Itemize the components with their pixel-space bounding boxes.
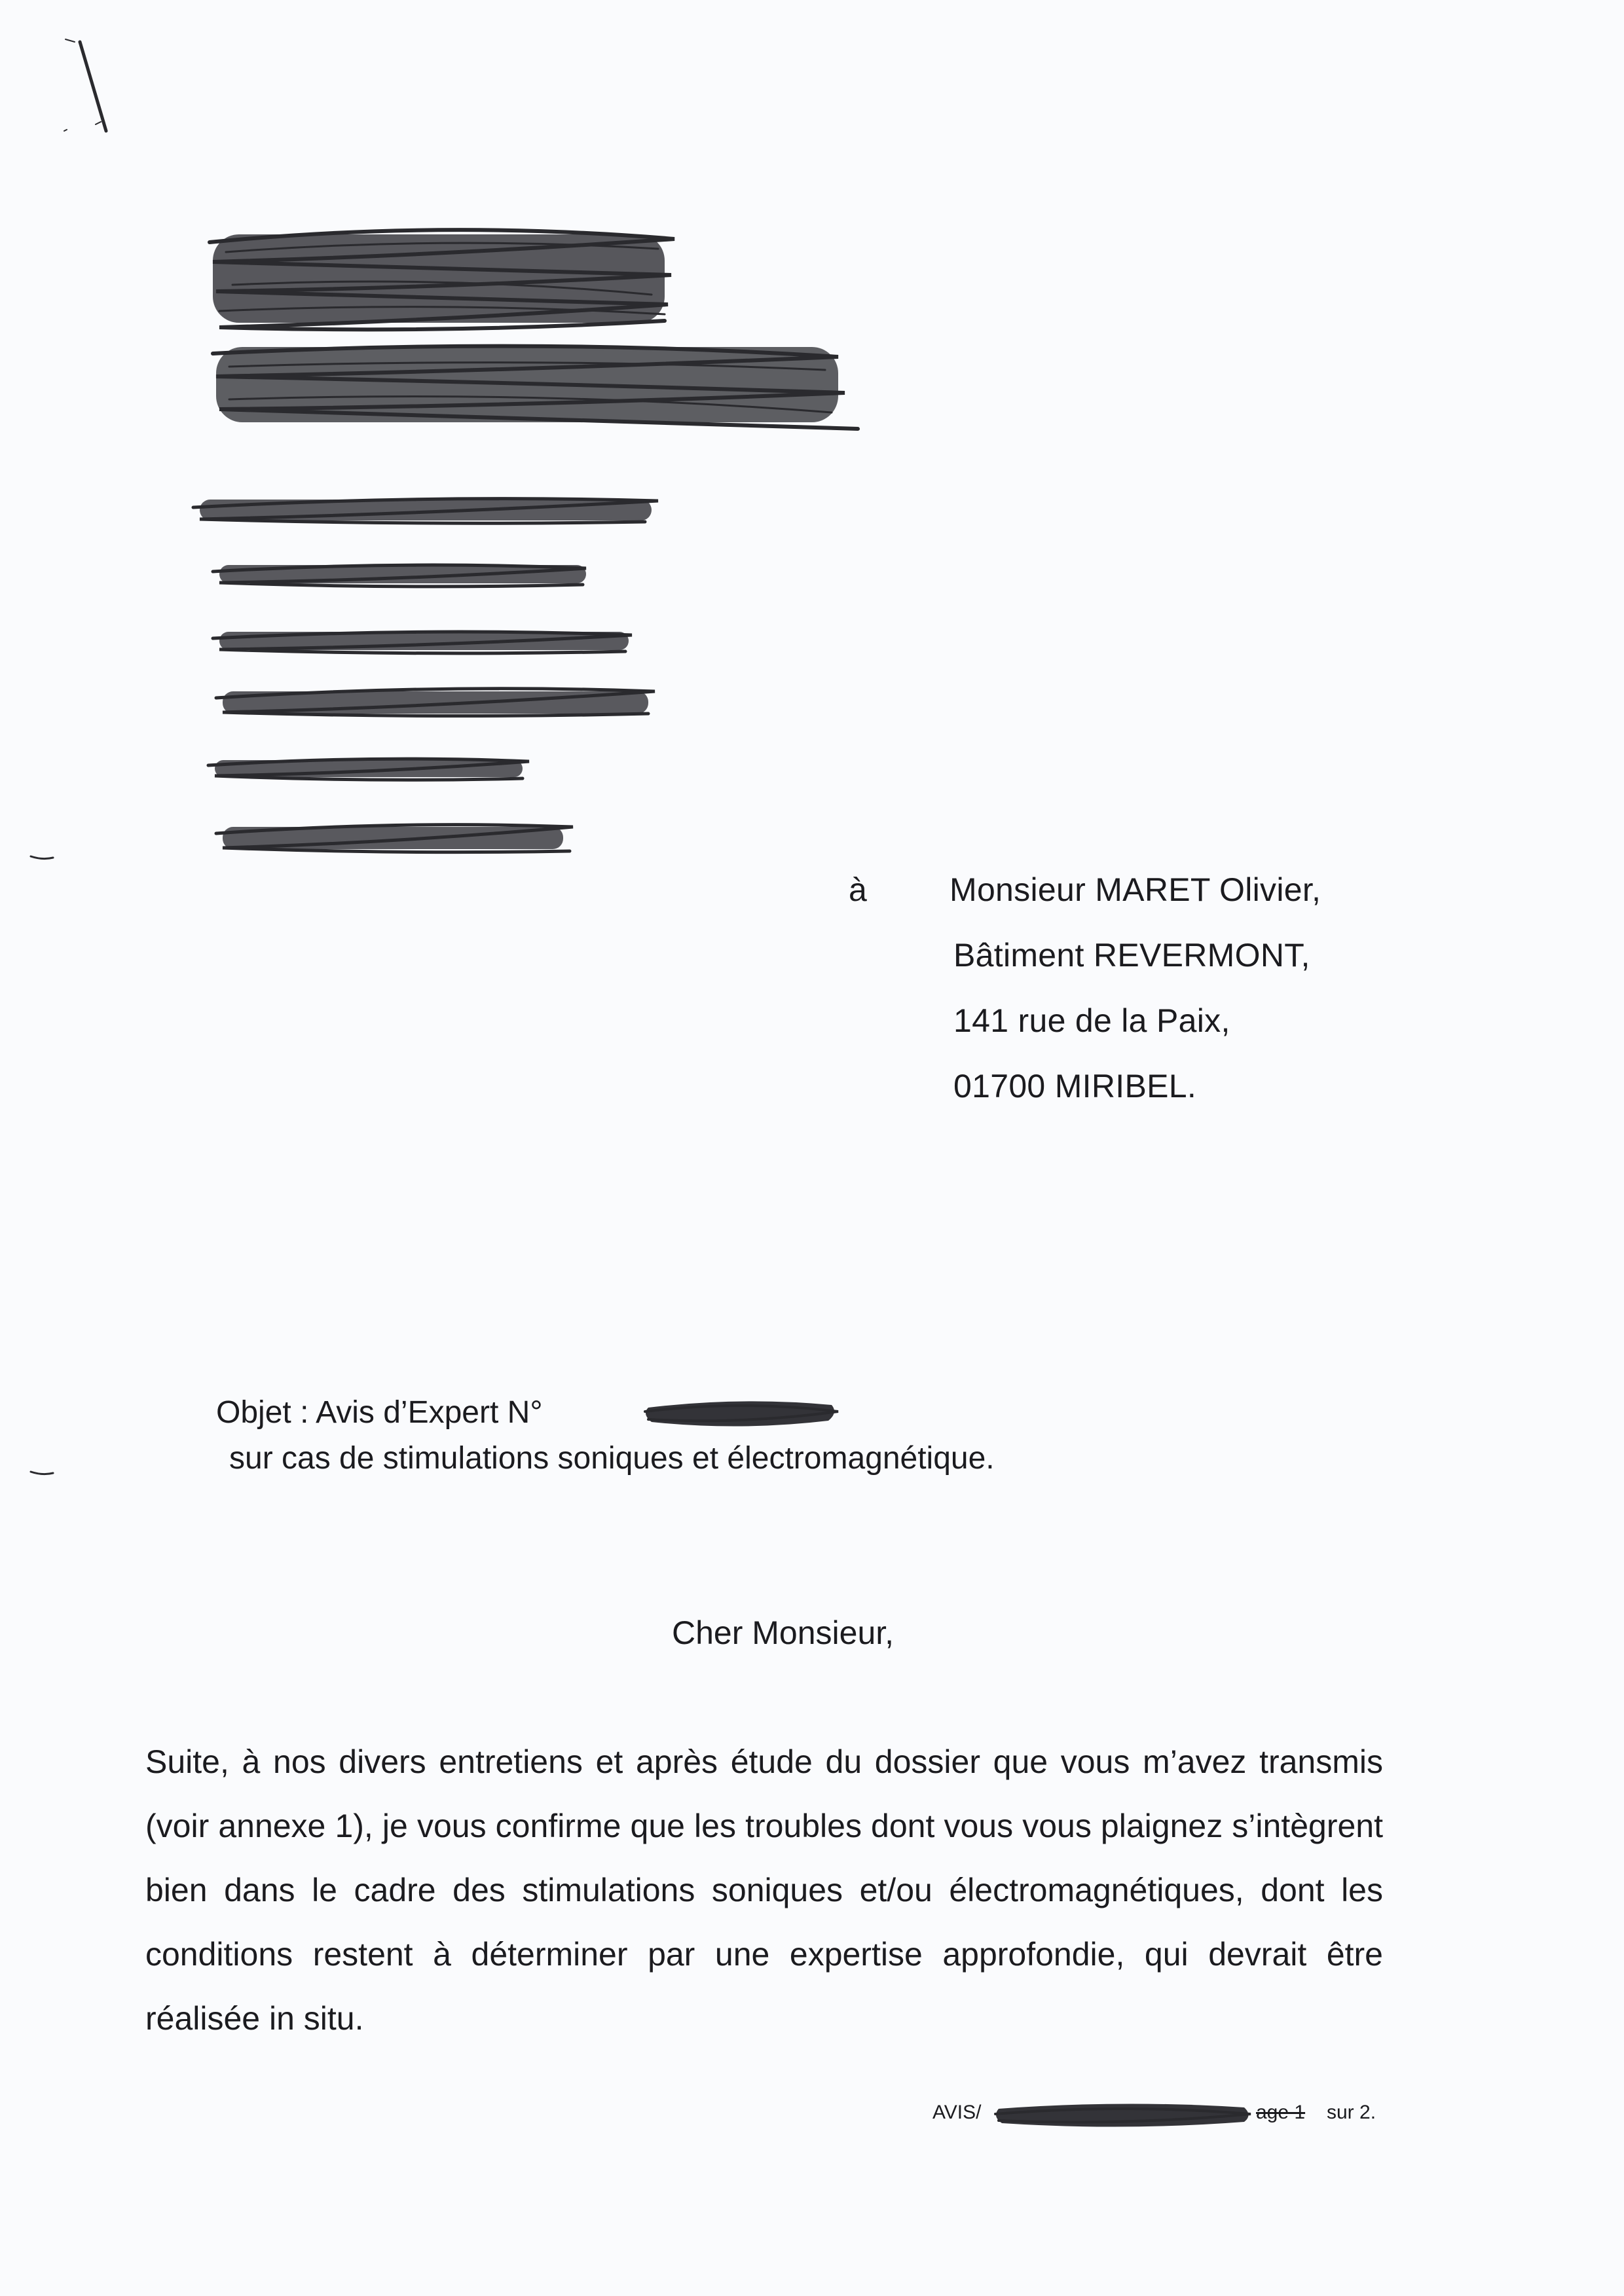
redacted-address-line-1: [193, 488, 665, 534]
subject-line-1: Objet : Avis d’Expert N°: [216, 1395, 543, 1430]
redacted-address-line-2: [213, 555, 593, 594]
redacted-address-line-5: [208, 750, 536, 789]
margin-mark: [29, 1467, 56, 1483]
redacted-sender-title: [210, 334, 864, 439]
recipient-building: Bâtiment REVERMONT,: [953, 937, 1310, 974]
footer-reference-prefix: AVIS/: [932, 2102, 982, 2123]
recipient-city: 01700 MIRIBEL.: [953, 1068, 1197, 1104]
pen-mark: [59, 33, 138, 147]
redacted-address-line-3: [213, 622, 638, 661]
redacted-sender-name: [206, 223, 678, 334]
redacted-address-line-6: [216, 815, 583, 861]
salutation: Cher Monsieur,: [672, 1614, 895, 1651]
subject-line-2: sur cas de stimulations soniques et électromagnétique.: [229, 1441, 995, 1476]
redacted-address-line-4: [216, 680, 661, 725]
recipient-street: 141 rue de la Paix,: [953, 1002, 1230, 1039]
footer-page-total: sur 2.: [1327, 2102, 1376, 2123]
redacted-footer-reference: [992, 2098, 1254, 2131]
recipient-name: Monsieur MARET Olivier,: [950, 871, 1321, 908]
recipient-prefix: à: [849, 871, 867, 908]
redacted-expert-number: [642, 1393, 845, 1432]
footer-page-struck: age 1: [1256, 2102, 1306, 2123]
body-paragraph: Suite, à nos divers entretiens et après étude du dossier que vous m’avez transmis (voir annexe 1), je vous confirme que les troubles dont vous vous plaignez s’intègrent bien dans le cadre des stimulations soniques et/ou électromagnétiques, dont les conditions restent à déterminer par une expertise approfondie, qui devrait être réalisée in situ.: [145, 1743, 1383, 2037]
margin-mark: [29, 851, 56, 867]
